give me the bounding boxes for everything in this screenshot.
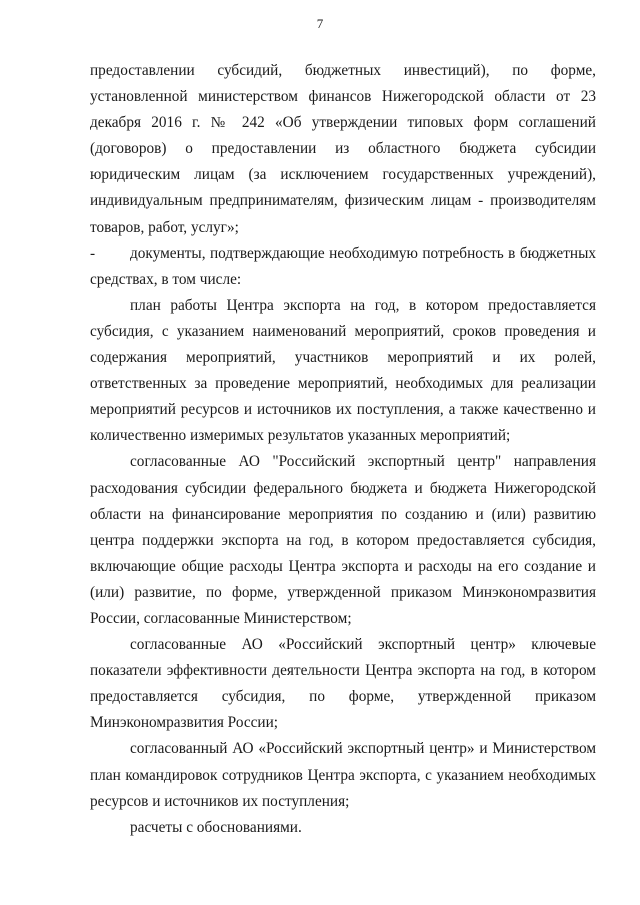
list-item-text: документы, подтверждающие необходимую потребность в бюджетных средствах, в том числе:: [90, 244, 596, 288]
list-item-documents: [90, 241, 596, 293]
dash-marker: -: [90, 244, 96, 262]
paragraph-business-trips: согласованный АО «Российский экспортный центр» и Министерством план командировок сотрудников Центра экспорта, с указанием необходимых ресурсов и источников их поступления;: [90, 740, 596, 810]
paragraph-continuation: предоставлении субсидий, бюджетных инвестиций), по форме, установленной министерством финансов Нижегородской области от 23 декабря 2016 г. № 242 «Об утверждении типовых форм соглашений (договоров) о предоставлении из областного бюджета субсидии юридическим лицам (за исключением государственных учреждений), индивидуальным предпринимателям, физическим лицам - производителям товаров, работ, услуг»;: [90, 62, 596, 236]
paragraph-kpi: согласованные АО «Российский экспортный центр» ключевые показатели эффективности деятельности Центра экспорта на год, в котором предоставляется субсидия, по форме, утвержденной приказом Минэкономразвития России;: [90, 636, 596, 732]
page-number: 7: [316, 16, 324, 31]
paragraph-expense-directions: согласованные АО "Российский экспортный центр" направления расходования субсидии федерального бюджета и бюджета Нижегородской области на финансирование мероприятия по созданию и (или) развитию центра поддержки экспорта на год, в котором предоставляется субсидия, включающие общие расходы Центра экспорта и расходы на его создание и (или) развитие, по форме, утвержденной приказом Минэкономразвития России, согласованные Министерством;: [90, 453, 596, 627]
paragraph-work-plan: план работы Центра экспорта на год, в котором предоставляется субсидия, с указанием наименований мероприятий, сроков проведения и содержания мероприятий, участников мероприятий и их ролей, ответственных за проведение мероприятий, необходимых для реализации мероприятий ресурсов и источников их поступления, а также качественно и количественно измеримых результатов указанных мероприятий;: [90, 296, 596, 445]
paragraph-calculations: расчеты с обоснованиями.: [130, 818, 302, 836]
document-body: [90, 58, 596, 841]
